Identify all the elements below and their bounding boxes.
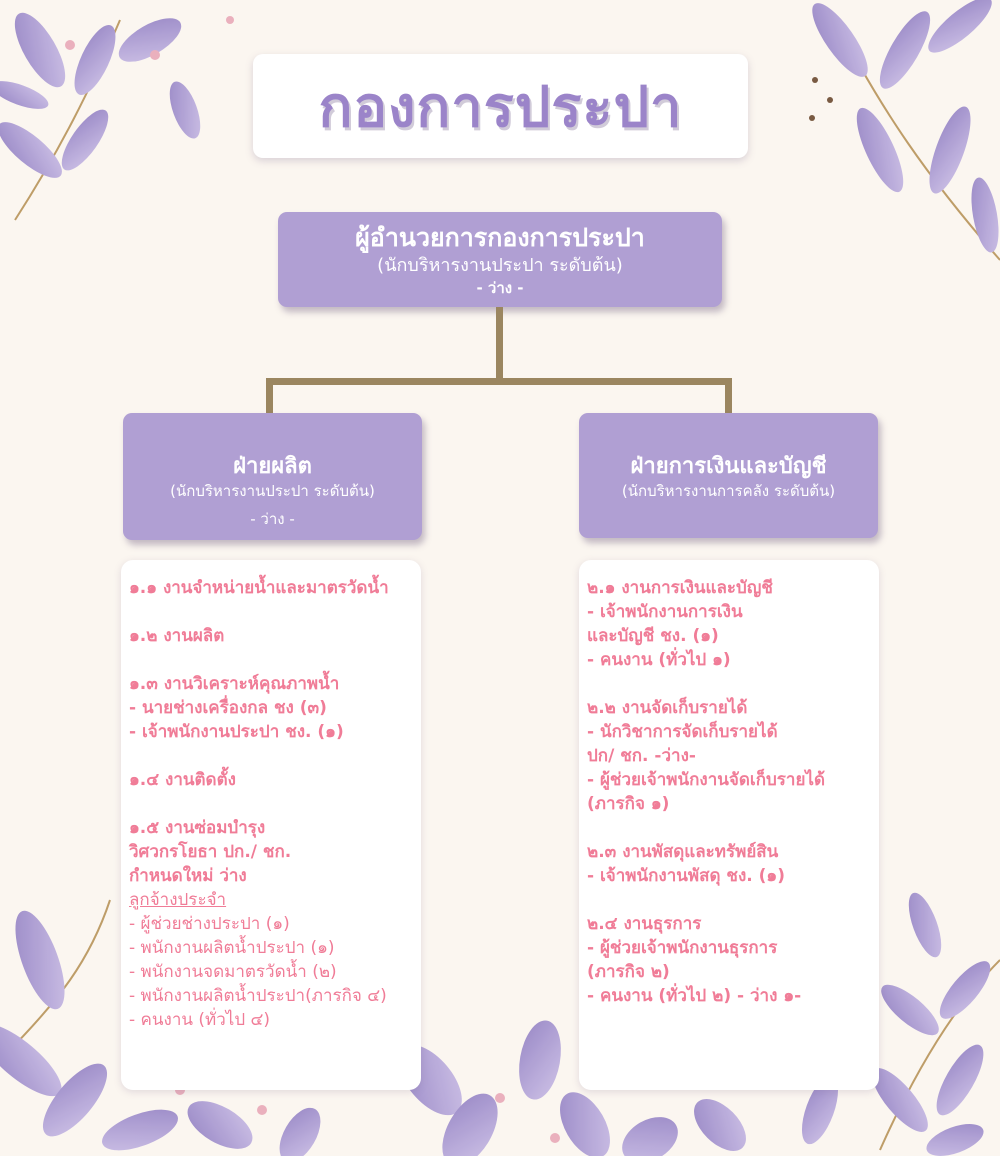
list-item: ๑.๕ งานซ่อมบำรุง — [129, 818, 266, 838]
list-item: - ผู้ช่วยเจ้าพนักงานจัดเก็บรายได้ — [587, 770, 826, 790]
division-position: (นักบริหารงานการคลัง ระดับต้น) — [621, 482, 836, 500]
division-position: (นักบริหารงานประปา ระดับต้น) — [170, 482, 375, 500]
list-item: - คนงาน (ทั่วไป ๑) — [587, 650, 731, 670]
list-item: (ภารกิจ ๑) — [587, 794, 670, 814]
contract-staff-heading: ลูกจ้างประจำ — [129, 890, 227, 910]
list-item: - พนักงานผลิตน้ำประปา (๑) — [129, 938, 335, 958]
list-item: - เจ้าพนักงานพัสดุ ชง. (๑) — [587, 866, 785, 886]
connector-left-drop — [266, 378, 273, 414]
connector-horizontal — [266, 378, 732, 385]
list-item: ๑.๑ งานจำหน่ายน้ำและมาตรวัดน้ำ — [129, 578, 389, 598]
list-item: - พนักงานจดมาตรวัดน้ำ (๒) — [129, 962, 337, 982]
director-position: (นักบริหารงานประปา ระดับต้น) — [377, 255, 623, 276]
division-status: - ว่าง - — [250, 510, 295, 528]
finance-detail-panel — [579, 560, 879, 1090]
list-item: (ภารกิจ ๒) — [587, 962, 670, 982]
leaf-branch-top-left — [0, 6, 234, 220]
list-item: - คนงาน (ทั่วไป ๔) — [129, 1010, 271, 1030]
list-item: ๒.๒ งานจัดเก็บรายได้ — [587, 698, 748, 718]
list-item: กำหนดใหม่ ว่าง — [129, 866, 247, 886]
division-finance-box — [579, 413, 878, 538]
list-item: ๑.๓ งานวิเคราะห์คุณภาพน้ำ — [129, 674, 340, 694]
list-item: และบัญชี ชง. (๑) — [587, 626, 719, 646]
list-item: - พนักงานผลิตน้ำประปา(ภารกิจ ๔) — [129, 986, 387, 1006]
production-detail-panel — [121, 560, 421, 1090]
division-title: ฝ่ายผลิต — [233, 454, 312, 479]
page-title: กองการประปา — [318, 74, 683, 140]
list-item: - เจ้าพนักงานการเงิน — [587, 602, 743, 622]
division-production-box — [123, 413, 422, 540]
list-item: ๑.๒ งานผลิต — [129, 626, 225, 646]
list-item: ๒.๓ งานพัสดุและทรัพย์สิน — [587, 842, 779, 862]
list-item: ๑.๔ งานติดตั้ง — [129, 770, 236, 790]
list-item: - นายช่างเครื่องกล ชง (๓) — [129, 698, 327, 718]
list-item: ๒.๔ งานธุรการ — [587, 914, 702, 934]
list-item: ปก/ ชก. -ว่าง- — [587, 746, 696, 766]
list-item: - ผู้ช่วยช่างประปา (๑) — [129, 914, 290, 934]
division-title: ฝ่ายการเงินและบัญชี — [630, 454, 827, 479]
list-item: ๒.๑ งานการเงินและบัญชี — [587, 578, 773, 598]
director-title: ผู้อำนวยการกองการประปา — [355, 223, 645, 252]
list-item: - นักวิชาการจัดเก็บรายได้ — [587, 722, 778, 742]
list-item: - ผู้ช่วยเจ้าพนักงานธุรการ — [587, 938, 778, 958]
title-card — [253, 54, 748, 158]
connector-vertical-top — [496, 307, 503, 383]
leaf-branch-top-right — [803, 0, 1000, 260]
list-item: วิศวกรโยธา ปก./ ชก. — [129, 842, 292, 862]
director-status: - ว่าง - — [476, 279, 524, 297]
connector-right-drop — [725, 378, 732, 414]
list-item: - คนงาน (ทั่วไป ๒) - ว่าง ๑- — [587, 986, 802, 1006]
list-item: - เจ้าพนักงานประปา ชง. (๑) — [129, 722, 344, 742]
director-box — [278, 212, 722, 307]
